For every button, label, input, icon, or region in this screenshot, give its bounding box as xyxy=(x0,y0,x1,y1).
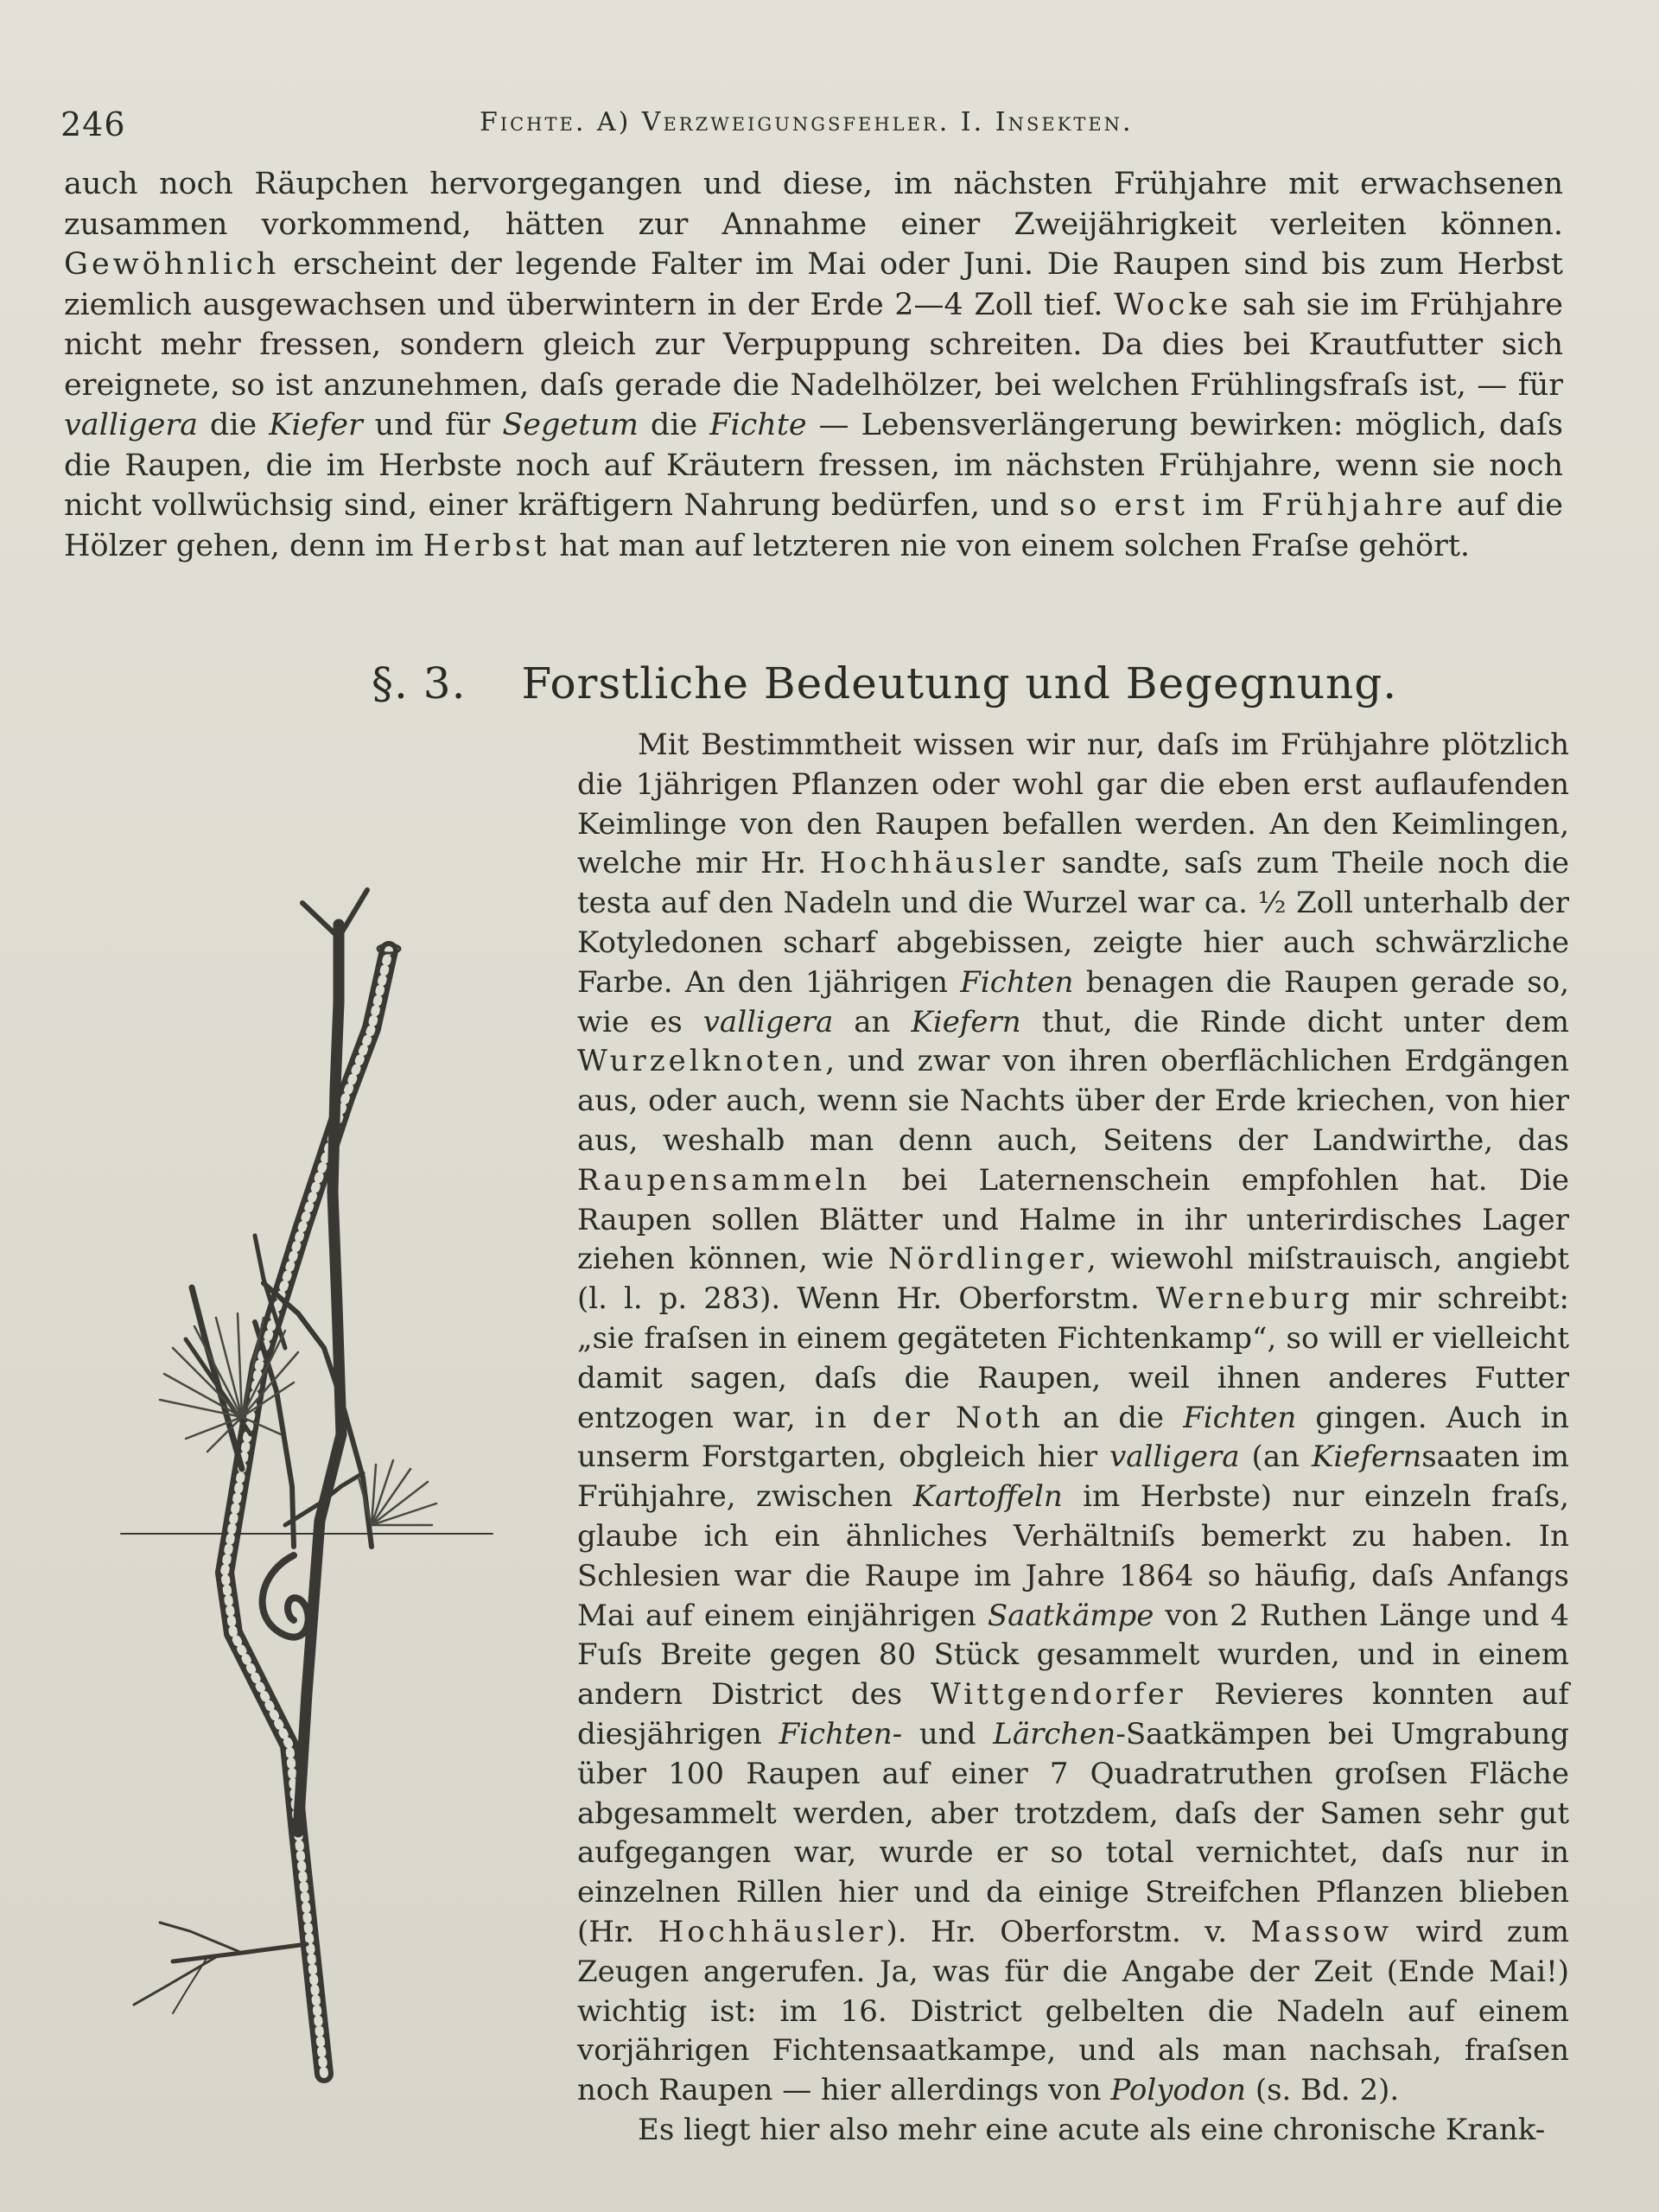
text-run: von 2 Ruthen Länge und 4 Fuſs Breite gegen 80 Stück gesammelt wurden, und in einem andern District des xyxy=(577,1598,1569,1713)
text-run: auch noch Räupchen hervorgegangen und diese, im nächsten Frühjahre mit erwachsenen zusammen vorkommend, hätten zur Annahme einer Zweijährigkeit verleiten können. xyxy=(64,167,1563,242)
author-name: Wocke xyxy=(1114,287,1232,322)
spaced-text: so erst im Frühjahre xyxy=(1059,488,1446,523)
text-run: wird zum Zeugen angerufen. Ja, was für die Angabe der Zeit (Ende Mai!) wichtig ist: im 16. District gelbelten die Nadeln auf einem vorjährigen Fichtensaatkampe, und als man nachsah, fraſsen noch Raupen — hier allerdings von xyxy=(577,1914,1569,2108)
species-name: valligera xyxy=(64,408,198,442)
curled-root xyxy=(263,1555,308,1637)
text-run: mir schreibt: „sie fraſsen in einem gegäteten Fichtenkamp“, so will er vielleicht damit sagen, daſs die Raupen, weil ihnen anderes Futter entzogen war, xyxy=(577,1281,1569,1435)
plant-name: Saatkämpe xyxy=(987,1598,1154,1633)
author-name: Hochhäusler xyxy=(819,846,1048,881)
text-run: Revieres konnten auf diesjährigen xyxy=(577,1677,1569,1751)
section-title: Forstliche Bedeutung und Begegnung. xyxy=(521,658,1398,709)
text-run: benagen die Raupen gerade so, wie es xyxy=(577,964,1569,1039)
plant-name: Kiefer xyxy=(269,408,363,442)
text-run: an xyxy=(833,1004,912,1039)
plant-name: Lärchen xyxy=(993,1716,1116,1751)
text-run: Mit Bestimmtheit wissen wir nur, daſs im Frühjahre plötzlich die 1jährigen Pflanzen oder wohl gar die eben erst auflaufenden Keimlinge von den Raupen befallen werden. An den Keimlingen, welche mir Hr. xyxy=(577,728,1569,881)
plant-name: Fichten xyxy=(1183,1400,1297,1435)
species-name: Polyodon xyxy=(1110,2073,1247,2108)
paragraph-text xyxy=(577,726,1569,2111)
text-run: -Saatkämpen bei Umgrabung über 100 Raupen auf einer 7 Quadratruthen groſsen Fläche abgesammelt werden, aber trotzdem, daſs der Samen sehr gut aufgegangen war, wurde er so total vernichtet, daſs nur in einzelnen Rillen hier und da einige Streifchen Pflanzen blieben (Hr. xyxy=(577,1716,1569,1949)
species-name: valligera xyxy=(702,1004,834,1039)
needle-tuft-lower xyxy=(359,1460,436,1525)
plant-name: Kiefern xyxy=(911,1004,1021,1039)
text-run: die xyxy=(197,408,270,442)
text-run: gingen. Auch in unserm Forstgarten, obgleich hier xyxy=(577,1400,1569,1475)
twig xyxy=(339,890,367,938)
top-paragraph xyxy=(64,164,1563,566)
paragraph-text xyxy=(64,164,1563,566)
plant-name: Fichte xyxy=(709,408,807,442)
text-run: hat man auf letzteren nie von einem solchen Fraſse gehört. xyxy=(550,528,1471,563)
author-name: Hochhäusler xyxy=(658,1914,887,1949)
author-name: Nördlinger xyxy=(887,1242,1087,1277)
running-head xyxy=(60,105,1573,149)
text-run: an die xyxy=(1043,1400,1184,1435)
text-run: bei Laternenschein empfohlen hat. Die Raupen sollen Blätter und Halme in ihr unterirdisches Lager ziehen können, wie xyxy=(577,1162,1569,1277)
plant-name: Fichten xyxy=(960,964,1074,1000)
spaced-text: in der Noth xyxy=(814,1400,1044,1435)
author-name: Massow xyxy=(1250,1914,1393,1949)
plant-name: Kiefern xyxy=(1311,1440,1422,1475)
spaced-text: Gewöhnlich xyxy=(64,247,280,282)
text-run: , und zwar von ihren oberflächlichen Erdgängen aus, oder auch, wenn sie Nachts über der Erde kriechen, von hier aus, weshalb man denn auch, Seitens der Landwirthe, das xyxy=(577,1044,1569,1158)
text-run: (s. Bd. 2). xyxy=(1246,2073,1400,2108)
text-run: sandte, saſs zum Theile noch die testa auf den Nadeln und die Wurzel war ca. ½ Zoll unterhalb der Kotyledonen scharf abgebissen, zeigte hier auch schwärzliche Farbe. An den 1jährigen xyxy=(577,846,1569,1000)
species-name: valligera xyxy=(1109,1440,1240,1475)
running-title: Fichte. A) Verzweigungsfehler. I. Insekten. xyxy=(480,107,1134,137)
section-number: §. 3. xyxy=(372,658,467,709)
text-run: (an xyxy=(1239,1440,1312,1475)
author-name: Werneburg xyxy=(1155,1281,1354,1317)
spaced-text: Raupensammeln xyxy=(577,1162,871,1198)
text-run: sah sie im Frühjahre nicht mehr fressen, sondern gleich zur Verpuppung schreiten. Da dies bei Krautfutter sich ereignete, so ist anzunehmen, daſs gerade die Nadelhölzer, bei welchen Frühlingsfraſs ist, — für xyxy=(64,287,1563,403)
text-run: — Lebensverlängerung bewirken: möglich, daſs die Raupen, die im Herbste noch auf Kräutern fressen, im nächsten Frühjahre, wenn sie noch nicht vollwüchsig sind, einer kräftigern Nahrung bedürfen, und xyxy=(64,408,1564,523)
spaced-text: Wittgendorfer xyxy=(930,1677,1186,1713)
spaced-text: Herbst xyxy=(423,528,550,563)
root xyxy=(173,1957,207,2013)
text-run: und für xyxy=(362,408,503,442)
body-column xyxy=(577,726,1569,2151)
section-heading xyxy=(372,658,1397,709)
text-run: und xyxy=(902,1716,994,1751)
root xyxy=(160,1923,242,1953)
text-run: Es liegt hier also mehr eine acute als eine chronische Krank- xyxy=(638,2112,1546,2147)
text-run: erscheint der legende Falter im Mai oder Juni. Die Raupen sind bis zum Herbst ziemlich ausgewachsen und überwintern in der Erde 2—4 Zoll tief. xyxy=(64,247,1563,322)
spruce-seedling-illustration xyxy=(112,743,518,2100)
paragraph-text xyxy=(577,2111,1569,2151)
plant-name: Kartoffeln xyxy=(912,1479,1063,1515)
plant-name: Fichten- xyxy=(779,1716,903,1751)
species-name: Segetum xyxy=(502,408,639,442)
page-number: 246 xyxy=(60,105,126,143)
text-run: die xyxy=(638,408,710,442)
text-run: saaten im Frühjahre, zwischen xyxy=(577,1440,1569,1515)
text-run: im Herbste) nur einzeln fraſs, glaube ich ein ähnliches Verhältniſs bemerkt zu haben. In Schlesien war die Raupe im Jahre 1864 so häufig, daſs Anfangs Mai auf einem einjährigen xyxy=(577,1479,1569,1633)
text-run: thut, die Rinde dicht unter dem xyxy=(1020,1004,1569,1039)
text-run: , wiewohl miſstrauisch, angiebt (l. l. p. 283). Wenn Hr. Oberforstm. xyxy=(577,1242,1569,1317)
text-run: auf die Hölzer gehen, denn im xyxy=(64,488,1563,563)
text-run: ). Hr. Oberforstm. v. xyxy=(886,1914,1251,1949)
twig xyxy=(302,903,339,938)
spaced-text: Wurzelknoten xyxy=(577,1044,826,1079)
